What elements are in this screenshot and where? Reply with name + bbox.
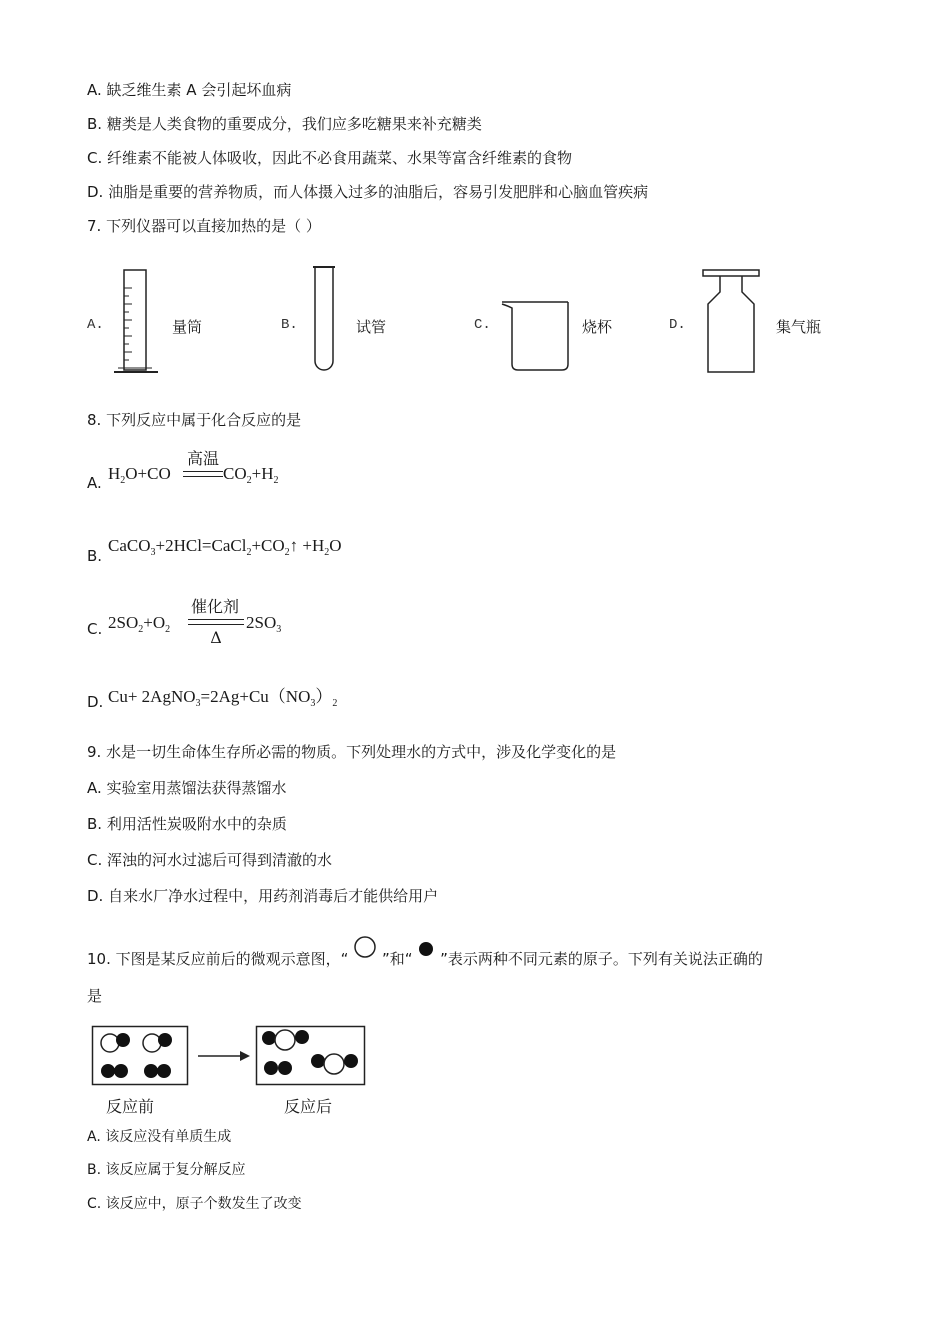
q8-option-a-equals <box>183 471 223 477</box>
q10-stem-part-c: ”表示两种不同元素的原子。下列有关说法正确的 <box>440 950 763 968</box>
q7-option-a-name: 量筒 <box>172 318 203 336</box>
q8-option-d-label: D. <box>87 693 104 711</box>
q10-stem-continued: 是 <box>87 987 103 1005</box>
q8-option-c-equals <box>188 619 244 625</box>
q7-option-c-letter: C. <box>474 317 491 333</box>
graduated-cylinder-icon <box>112 268 162 378</box>
q8-option-a-label: A. <box>87 474 102 492</box>
before-label: 反应前 <box>106 1097 155 1116</box>
q8-option-d-equation: $Cu+ 2AgNO_3=2Ag+Cu(NO_3)_2$ <box>108 687 338 709</box>
q10-stem-part-b: ”和“ <box>381 950 413 968</box>
q10-option-a: A. 该反应没有单质生成 <box>87 1129 232 1145</box>
after-label: 反应后 <box>284 1097 333 1116</box>
q8-option-a-left: $H_2O+CO$ <box>108 464 171 486</box>
q7-option-b-name: 试管 <box>356 318 387 336</box>
q8-option-c-right: $2SO_3$ <box>246 613 282 635</box>
q9-option-c: C. 浑浊的河水过滤后可得到清澈的水 <box>87 851 333 869</box>
q8-option-a-condition: 高温 <box>186 449 219 468</box>
q7-option-d-letter: D. <box>669 317 686 333</box>
q9-option-d: D. 自来水厂净水过程中，用药剂消毒后才能供给用户 <box>87 887 439 905</box>
reaction-arrow-icon <box>198 1050 250 1062</box>
q8-option-b-label: B. <box>87 547 103 565</box>
gas-jar-icon <box>700 268 762 376</box>
q7-option-c-name: 烧杯 <box>582 318 613 336</box>
q8-option-c-label: C. <box>87 620 103 638</box>
q7-option-b-letter: B. <box>281 317 298 333</box>
test-tube-icon <box>310 265 340 377</box>
q8-option-b-equation: $CaCO_3+2HCl=CaCl_2+CO_2↑ +H_2O$ <box>108 536 342 558</box>
q10-stem-part-a: 10. 下图是某反应前后的微观示意图，“ <box>87 950 349 968</box>
reaction-after-box <box>256 1026 366 1086</box>
beaker-icon <box>500 298 572 374</box>
white-atom-icon <box>353 936 377 958</box>
q10-option-b: B. 该反应属于复分解反应 <box>87 1162 246 1178</box>
q7-stem: 7. 下列仪器可以直接加热的是（ ） <box>87 217 321 235</box>
q10-stem <box>87 936 763 969</box>
q7-option-a-letter: A. <box>87 317 104 333</box>
q9-option-a: A. 实验室用蒸馏法获得蒸馏水 <box>87 779 287 797</box>
q6-option-a: A. 缺乏维生素 A 会引起坏血病 <box>87 81 292 99</box>
q6-option-b: B. 糖类是人类食物的重要成分，我们应多吃糖果来补充糖类 <box>87 115 482 133</box>
q8-option-a-right: $CO_2+H_2$ <box>223 464 279 486</box>
reaction-before-box <box>92 1026 188 1086</box>
q7-option-d-name: 集气瓶 <box>776 318 822 336</box>
black-atom-icon <box>417 940 435 958</box>
q8-option-c-left: $2SO_2+O_2$ <box>108 613 171 635</box>
q8-stem: 8. 下列反应中属于化合反应的是 <box>87 411 302 429</box>
q10-option-c: C. 该反应中，原子个数发生了改变 <box>87 1196 302 1212</box>
q9-option-b: B. 利用活性炭吸附水中的杂质 <box>87 815 287 833</box>
q8-option-c-heat: Δ <box>210 628 222 647</box>
q6-option-d: D. 油脂是重要的营养物质，而人体摄入过多的油脂后，容易引发肥胖和心脑血管疾病 <box>87 183 649 201</box>
q9-stem: 9. 水是一切生命体生存所必需的物质。下列处理水的方式中，涉及化学变化的是 <box>87 743 617 761</box>
q8-option-c-catalyst: 催化剂 <box>190 597 239 616</box>
q6-option-c: C. 纤维素不能被人体吸收，因此不必食用蔬菜、水果等富含纤维素的食物 <box>87 149 573 167</box>
